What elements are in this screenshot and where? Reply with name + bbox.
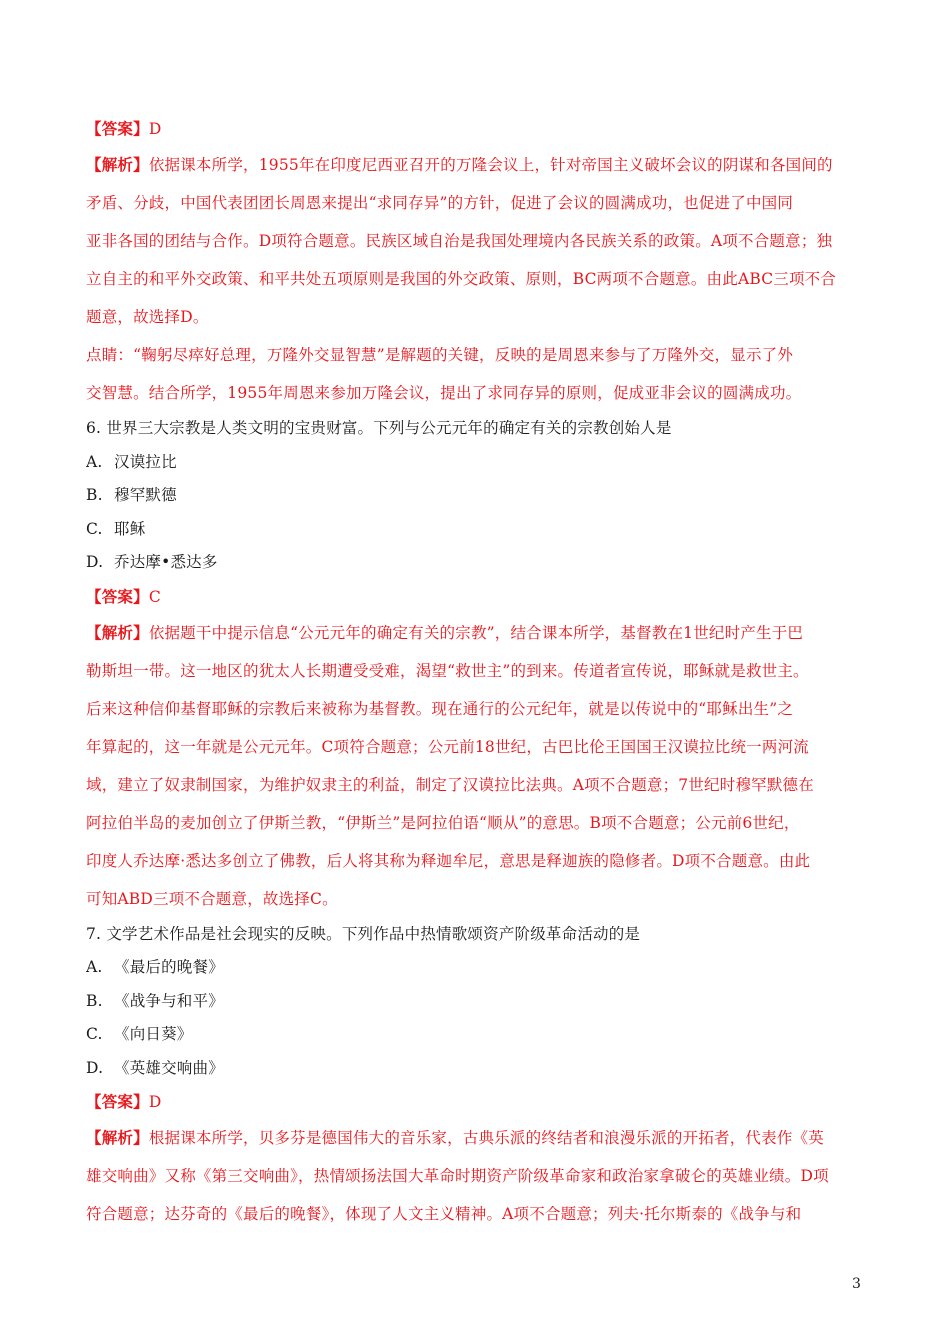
option-letter: D. <box>86 1058 104 1077</box>
option-c <box>86 1018 868 1052</box>
analysis-line <box>86 614 868 652</box>
analysis-line: 符合题意；达芬奇的《最后的晚餐》，体现了人文主义精神。A项不合题意；列夫·托尔斯泰的《战争与和 <box>86 1205 802 1223</box>
option-text: 《向日葵》 <box>114 1025 193 1043</box>
analysis-line: 雄交响曲》又称《第三交响曲》，热情颂扬法国大革命时期资产阶级革命家和政治家拿破仑的英雄业绩。D项 <box>86 1167 829 1185</box>
page-content <box>86 112 868 1233</box>
option-letter: C. <box>86 1025 103 1043</box>
answer-value: C <box>148 587 161 606</box>
option-a <box>86 446 868 480</box>
option-text: 《英雄交响曲》 <box>114 1058 224 1077</box>
option-text: 《最后的晚餐》 <box>114 958 224 976</box>
option-letter: B. <box>86 486 103 504</box>
option-d <box>86 546 868 580</box>
analysis-line: 可知ABD三项不合题意，故选择C。 <box>86 889 338 908</box>
analysis-line <box>86 146 868 184</box>
answer-value: D <box>148 1093 162 1111</box>
note-line: 点睛：“鞠躬尽瘁好总理，万隆外交显智慧”是解题的关键，反映的是周恩来参与了万隆外交，显示了外 <box>86 346 794 364</box>
note-line: 交智慧。结合所学，1955年周恩来参加万隆会议，提出了求同存异的原则，促成亚非会议的圆满成功。 <box>86 384 802 402</box>
page-number: 3 <box>852 1276 861 1292</box>
analysis-tag: 【解析】 <box>86 622 149 642</box>
option-text: 耶稣 <box>114 519 146 538</box>
analysis-line: 阿拉伯半岛的麦加创立了伊斯兰教，“伊斯兰”是阿拉伯语“顺从”的意思。B项不合题意；公元前6世纪， <box>86 813 800 832</box>
option-d <box>86 1052 868 1086</box>
option-b <box>86 479 868 513</box>
option-letter: B. <box>86 991 103 1010</box>
analysis-line: 矛盾、分歧，中国代表团团长周恩来提出“求同存异”的方针，促进了会议的圆满成功，也促进了中国同 <box>86 194 794 212</box>
option-text: 《战争与和平》 <box>114 991 224 1010</box>
analysis-line: 印度人乔达摩·悉达多创立了佛教，后人将其称为释迦牟尼，意思是释迦族的隐修者。D项不合题意。由此 <box>86 851 811 870</box>
option-b <box>86 985 868 1019</box>
answer-tag: 【答案】 <box>86 119 149 138</box>
option-letter: A. <box>86 452 103 471</box>
analysis-text: 依据课本所学，1955年在印度尼西亚召开的万隆会议上，针对帝国主义破坏会议的阴谋和各国间的 <box>148 156 833 174</box>
analysis-line: 后来这种信仰基督耶稣的宗教后来被称为基督教。现在通行的公元纪年，就是以传说中的“耶稣出生”之 <box>86 699 794 718</box>
question-7: 7. 文学艺术作品是社会现实的反映。下列作品中热情歌颂资产阶级革命活动的是 <box>86 924 641 943</box>
answer-line <box>86 1085 868 1119</box>
analysis-text: 依据题干中提示信息“公元元年的确定有关的宗教”，结合课本所学，基督教在1世纪时产生于巴 <box>148 623 804 642</box>
option-text: 汉谟拉比 <box>114 452 177 471</box>
analysis-line: 立自主的和平外交政策、和平共处五项原则是我国的外交政策、原则，BC两项不合题意。由此ABC三项不合 <box>86 270 837 288</box>
analysis-line <box>86 1119 868 1157</box>
analysis-line: 亚非各国的团结与合作。D项符合题意。民族区域自治是我国处理境内各民族关系的政策。A项不合题意；独 <box>86 232 833 250</box>
question-6: 6. 世界三大宗教是人类文明的宝贵财富。下列与公元元年的确定有关的宗教创始人是 <box>86 419 672 437</box>
answer-tag: 【答案】 <box>86 586 149 606</box>
option-text: 穆罕默德 <box>114 486 177 504</box>
option-letter: A. <box>86 958 103 976</box>
option-letter: D. <box>86 553 104 571</box>
analysis-line: 年算起的，这一年就是公元元年。C项符合题意；公元前18世纪，古巴比伦王国国王汉谟拉比统一两河流 <box>86 737 809 756</box>
answer-line <box>86 580 868 614</box>
answer-line <box>86 112 868 146</box>
analysis-tag: 【解析】 <box>86 1128 149 1147</box>
option-a <box>86 951 868 985</box>
answer-tag: 【答案】 <box>86 1092 149 1111</box>
option-letter: C. <box>86 519 103 538</box>
option-text: 乔达摩•悉达多 <box>114 553 218 571</box>
analysis-text: 根据课本所学，贝多芬是德国伟大的音乐家，古典乐派的终结者和浪漫乐派的开拓者，代表作《英 <box>148 1129 824 1147</box>
analysis-line: 域，建立了奴隶制国家，为维护奴隶主的利益，制定了汉谟拉比法典。A项不合题意；7世纪时穆罕默德在 <box>86 775 814 794</box>
analysis-line: 题意，故选择D。 <box>86 308 209 326</box>
analysis-tag: 【解析】 <box>86 155 149 174</box>
analysis-line: 勒斯坦一带。这一地区的犹太人长期遭受受难，渴望“救世主”的到来。传道者宣传说，耶稣就是救世主。 <box>86 661 809 680</box>
option-c <box>86 513 868 547</box>
answer-value: D <box>148 120 162 138</box>
